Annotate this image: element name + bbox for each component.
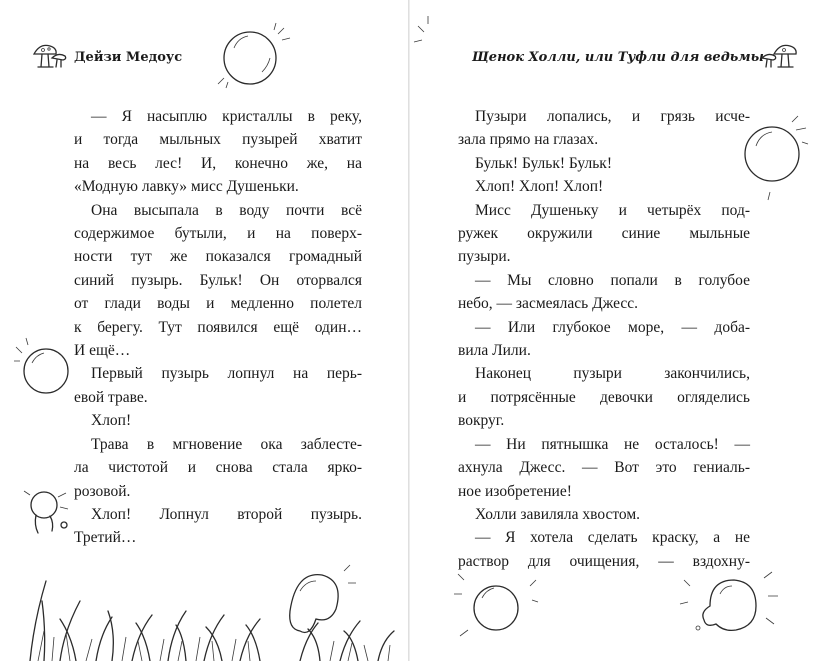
running-header-author: Дейзи Медоус	[74, 50, 183, 65]
running-header-title: Щенок Холли, или Туфли для ведьмы	[472, 50, 764, 65]
right-page-text-line: вокруг.	[458, 412, 505, 430]
bubble-icon	[450, 574, 540, 644]
right-page-text-line: — Я хотела сделать краску, а не	[475, 529, 750, 547]
popping-bubble-icon	[680, 566, 780, 646]
left-page-text-line: ла чистотой и снова стала ярко-	[74, 459, 362, 477]
mushroom-icon	[30, 40, 70, 70]
right-page-text-line: ружек окружили синие мыльные	[458, 225, 750, 243]
mushroom-icon	[760, 40, 800, 70]
right-page-text-line: Пузыри лопались, и грязь исче-	[475, 108, 750, 125]
left-page-text-line: И ещё…	[74, 342, 131, 360]
right-page-text-line: Хлоп! Хлоп! Хлоп!	[475, 178, 604, 196]
left-page-text-line: ности тут же показался громадный	[74, 248, 362, 266]
right-page-text-line: вила Лили.	[458, 342, 531, 360]
bubble-icon	[414, 12, 444, 52]
left-page-text-line: розовой.	[74, 482, 131, 500]
grass-illustration	[0, 541, 400, 661]
left-page	[0, 0, 409, 661]
right-page-text-line: пузыри.	[458, 248, 511, 266]
right-page-text-line: Наконец пузыри закончились,	[475, 365, 750, 383]
popping-bubble-icon	[22, 485, 72, 545]
right-page-text-line: — Мы словно попали в голубое	[475, 271, 750, 289]
left-page-text-line: — Я насыплю кристаллы в реку,	[91, 108, 362, 125]
left-page-text-line: Хлоп! Лопнул второй пузырь.	[91, 505, 362, 523]
right-page-text-line: Бульк! Бульк! Бульк!	[475, 154, 612, 172]
right-page	[410, 0, 819, 661]
bubble-icon	[740, 112, 810, 202]
left-page-text-line: содержимое бутыли, и на поверх-	[74, 225, 362, 243]
right-page-text-line: зала прямо на глазах.	[458, 131, 599, 149]
left-page-text-line: Первый пузырь лопнул на перь-	[91, 365, 362, 383]
left-page-text-line: и тогда мыльных пузырей хватит	[74, 131, 362, 149]
right-page-text-line: и потрясённые девочки огляделись	[458, 388, 750, 406]
bubble-icon	[14, 335, 74, 405]
left-page-text-line: на весь лес! И, конечно же, на	[74, 154, 362, 172]
right-page-text-line: Мисс Душеньку и четырёх под-	[475, 201, 750, 219]
left-page-text	[74, 105, 362, 550]
right-page-text-line: — Ни пятнышка не осталось! —	[475, 435, 750, 453]
right-page-text-line: ное изобретение!	[458, 482, 572, 500]
right-page-text-line: раствор для очищения, — вздохну-	[458, 552, 750, 570]
left-page-text-line: Она высыпала в воду почти всё	[91, 201, 362, 219]
right-page-text-line: небо, — засмеялась Джесс.	[458, 295, 639, 313]
left-page-text-line: «Модную лавку» мисс Душеньки.	[74, 178, 299, 196]
bubble-icon	[212, 20, 292, 90]
left-page-text-line: Третий…	[74, 529, 137, 547]
left-page-text-line: к берегу. Тут появился ещё один…	[74, 318, 362, 336]
left-page-text-line: Трава в мгновение ока заблесте-	[91, 435, 362, 453]
left-page-text-line: Хлоп!	[91, 412, 132, 430]
left-page-text-line: от глади воды и медленно полетел	[74, 295, 362, 313]
left-page-text-line: евой траве.	[74, 388, 148, 406]
right-page-text	[458, 105, 750, 573]
right-page-text-line: Холли завиляла хвостом.	[475, 505, 641, 523]
right-page-text-line: ахнула Джесс. — Вот это гениаль-	[458, 459, 750, 477]
right-page-text-line: — Или глубокое море, — доба-	[475, 318, 750, 336]
left-page-text-line: синий пузырь. Бульк! Он оторвался	[74, 271, 362, 289]
